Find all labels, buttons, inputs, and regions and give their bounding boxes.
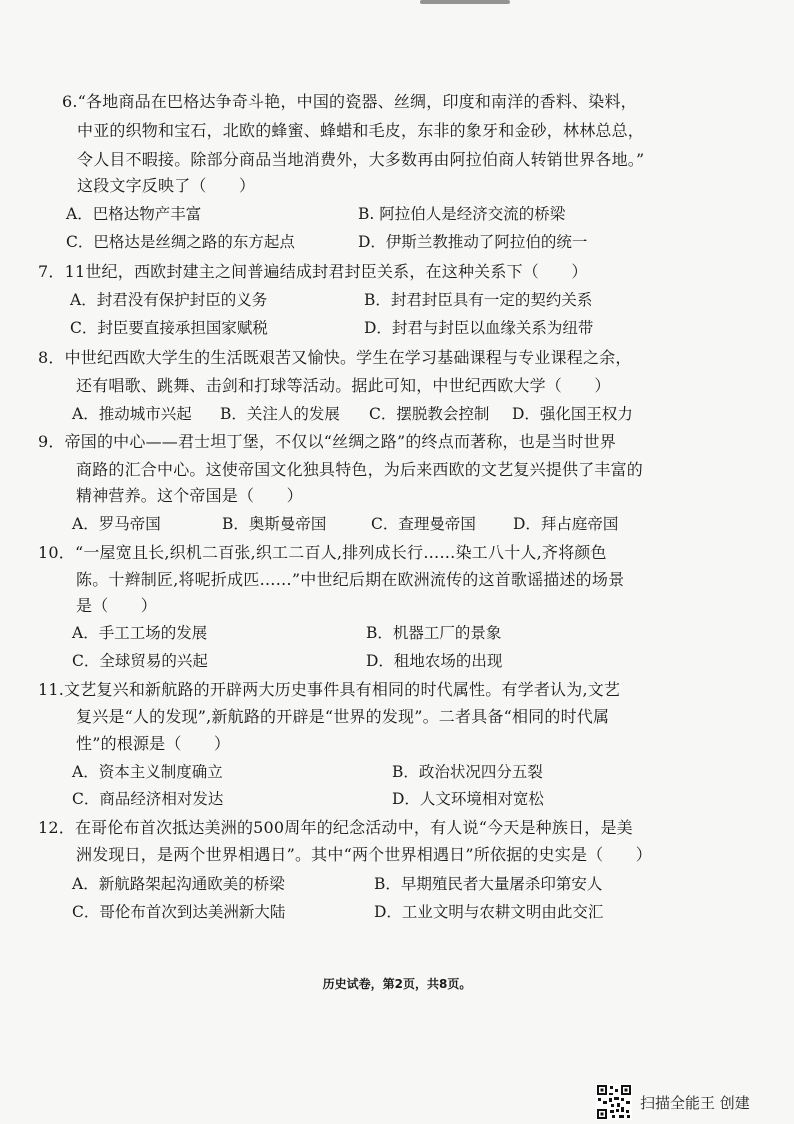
option-b: B. 阿拉伯人是经济交流的桥梁 [358,205,566,223]
question-line: 中亚的织物和宝石，北欧的蜂蜜、蜂蜡和毛皮，东非的象牙和金砂，林林总总， [77,121,645,140]
option-b: B．奥斯曼帝国 [222,515,327,533]
option-c: C．封臣要直接承担国家赋税 [70,319,268,337]
scanner-watermark [596,1084,786,1124]
scan-edge-mark [420,0,510,4]
option-a: A．罗马帝国 [72,515,161,533]
question-line: 12．在哥伦布首次抵达美洲的500周年的纪念活动中，有人说“今天是种族日，是美 [38,818,633,837]
option-d: D．强化国王权力 [512,405,633,423]
question-line: 洲发现日，是两个世界相遇日”。其中“两个世界相遇日”所依据的史实是（ ） [76,845,652,864]
option-d: D．拜占庭帝国 [513,515,619,533]
option-c: C．商品经济相对发达 [72,790,224,808]
question-line: 令人目不暇接。除部分商品当地消费外，大多数再由阿拉伯商人转销世界各地。” [77,150,645,169]
option-b: B．关注人的发展 [220,405,340,423]
question-line: 精神营养。这个帝国是（ ） [76,486,303,505]
option-a: A．巴格达物产丰富 [66,205,202,223]
watermark-text: 扫描全能王 创建 [640,1094,750,1112]
option-a: A．手工工场的发展 [72,624,208,642]
option-d: D．封君与封臣以血缘关系为纽带 [364,319,594,337]
page-footer: 历史试卷，第2页，共8页。 [322,977,472,991]
option-b: B．机器工厂的景象 [366,624,502,642]
question-line: 陈。十辫制匠,将呢折成匹……”中世纪后期在欧洲流传的这首歌谣描述的场景 [76,570,625,589]
option-d: D．人文环境相对宽松 [392,790,544,808]
option-a: A．新航路架起沟通欧美的桥梁 [72,875,285,893]
qr-code-icon [596,1084,632,1120]
option-d: D．工业文明与农耕文明由此交汇 [374,903,604,921]
option-c: C．全球贸易的兴起 [72,652,208,670]
option-b: B．封君封臣具有一定的契约关系 [364,291,593,309]
option-c: C．查理曼帝国 [371,515,476,533]
question-line: 是（ ） [76,596,158,615]
option-c: C．巴格达是丝绸之路的东方起点 [66,233,295,251]
question-line: 6.“各地商品在巴格达争奇斗艳，中国的瓷器、丝绸，印度和南洋的香料、染料， [62,92,637,111]
question-line: 7．11世纪，西欧封建主之间普遍结成封君封臣关系，在这种关系下（ ） [38,262,588,281]
question-line: 复兴是“人的发现”,新航路的开辟是“世界的发现”。二者具备“相同的时代属 [76,707,610,726]
question-line: 商路的汇合中心。这使帝国文化独具特色，为后来西欧的文艺复兴提供了丰富的 [76,460,644,479]
question-line: 这段文字反映了（ ） [77,176,256,195]
option-a: A．资本主义制度确立 [72,763,223,781]
option-d: D．租地农场的出现 [366,652,503,670]
option-b: B．早期殖民者大量屠杀印第安人 [374,875,603,893]
question-line: 还有唱歌、跳舞、击剑和打球等活动。据此可知，中世纪西欧大学（ ） [76,376,611,395]
question-line: 11.文艺复兴和新航路的开辟两大历史事件具有相同的时代属性。有学者认为,文艺 [38,680,621,699]
option-c: C．摆脱教会控制 [369,405,490,423]
option-b: B．政治状况四分五裂 [392,763,543,781]
question-line: 8．中世纪西欧大学生的生活既艰苦又愉快。学生在学习基础课程与专业课程之余， [38,348,632,367]
question-line: 性”的根源是（ ） [76,734,231,753]
option-c: C．哥伦布首次到达美洲新大陆 [72,903,286,921]
option-a: A．推动城市兴起 [72,405,192,423]
option-a: A．封君没有保护封臣的义务 [70,291,268,309]
question-line: 10．“一屋宽且长,织机二百张,织工二百人,排列成长行……染工八十人,齐将颜色 [38,543,607,562]
question-line: 9．帝国的中心——君士坦丁堡，不仅以“丝绸之路”的终点而著称，也是当时世界 [38,432,616,451]
option-d: D．伊斯兰教推动了阿拉伯的统一 [358,233,588,251]
